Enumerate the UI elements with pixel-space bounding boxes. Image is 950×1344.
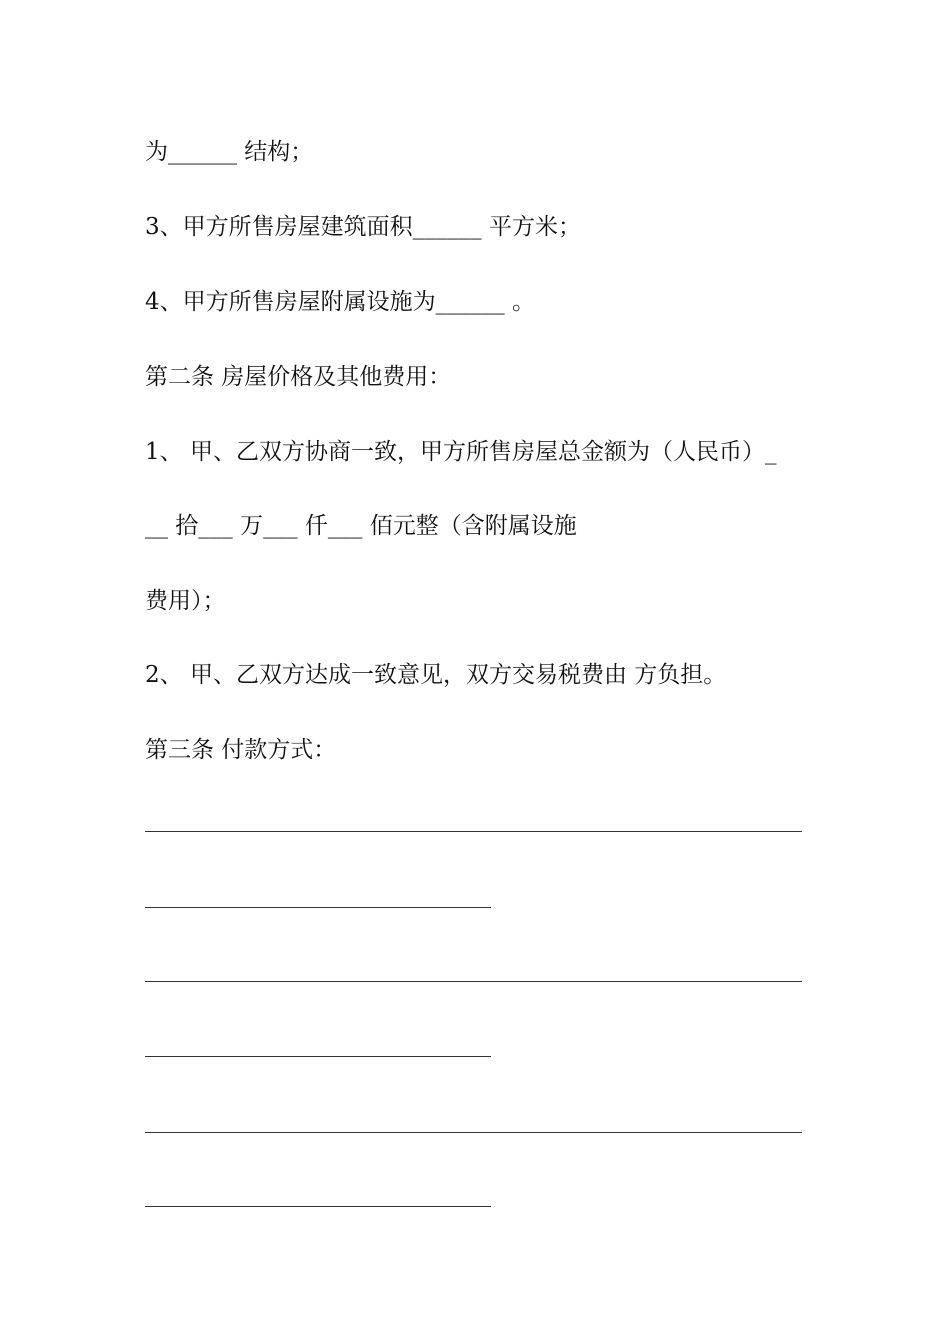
blank-fill-line [145, 1206, 491, 1207]
blank-fill-line [145, 981, 802, 982]
blank-fill-line [145, 907, 491, 908]
clause-structure-line: 为______ 结构； [145, 139, 314, 165]
clause-facilities-line: 4、甲方所售房屋附属设施为______ 。 [145, 289, 535, 315]
clause-area-line: 3、甲方所售房屋建筑面积______ 平方米； [145, 214, 581, 240]
price-clause-line-3: 费用）； [145, 588, 226, 614]
blank-fill-line [145, 1056, 491, 1057]
blank-fill-line [145, 831, 802, 832]
price-clause-line-1: 1、 甲、乙双方协商一致，甲方所售房屋总金额为（人民币）_ [145, 439, 777, 465]
article-two-heading: 第二条 房屋价格及其他费用： [145, 364, 452, 390]
price-clause-line-2: __ 拾___ 万___ 仟___ 佰元整（含附属设施 [145, 513, 577, 539]
blank-fill-line [145, 1132, 802, 1133]
article-three-heading: 第三条 付款方式： [145, 737, 337, 763]
tax-clause-line: 2、 甲、乙双方达成一致意见，双方交易税费由 方负担。 [145, 662, 727, 688]
